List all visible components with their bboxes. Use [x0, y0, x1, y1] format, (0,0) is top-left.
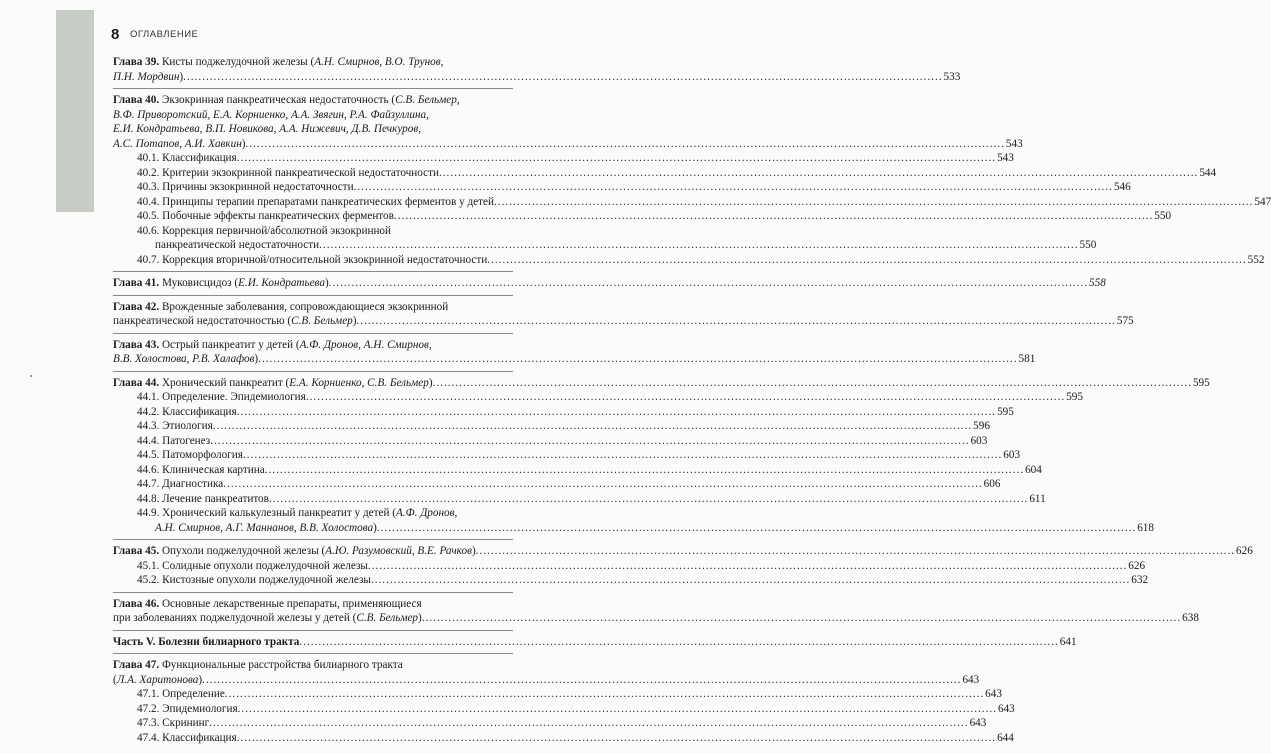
chapter-title-cont: при заболеваниях поджелудочной железы у детей (: [113, 612, 357, 624]
chapter-authors: Л.А. Харитонова: [116, 673, 199, 686]
section-title: 40.1. Классификация: [137, 152, 237, 164]
page-ref: 533: [943, 70, 961, 83]
page-ref: 543: [997, 152, 1014, 164]
section-title: 44.8. Лечение панкреатитов: [137, 492, 269, 505]
page-ref: 626: [1236, 545, 1253, 557]
paren: ): [324, 277, 329, 289]
page-ref: 638: [1182, 612, 1199, 624]
paren: ): [198, 673, 203, 686]
section-title: 40.2. Критерии экзокринной панкреатической недостаточности: [137, 166, 439, 179]
page-ref: 603: [970, 434, 988, 447]
toc-section[interactable]: [113, 209, 1172, 224]
chapter-title: Основные лекарственные препараты, применяющиеся: [161, 597, 422, 610]
chapter-title: Кисты поджелудочной железы (: [161, 56, 315, 68]
chapter-label: Глава 44.: [113, 376, 160, 389]
paren: (: [113, 673, 117, 686]
section-title: 44.6. Клиническая картина: [137, 463, 265, 476]
toc-section[interactable]: [113, 405, 1014, 420]
paren: ): [373, 521, 377, 534]
chapter-authors: В.Ф. Приворотский, Е.А. Корниенко, А.А. Звягин, Р.А. Файзуллина,: [113, 108, 429, 121]
section-title: 40.5. Побочные эффекты панкреатических ферментов: [137, 210, 394, 222]
toc-section[interactable]: [113, 731, 1014, 746]
page-ref: 644: [997, 731, 1014, 744]
chapter-authors: П.Н. Мордвин: [113, 70, 180, 83]
toc-chapter-39[interactable]: [113, 55, 961, 89]
toc-section[interactable]: [113, 434, 988, 449]
toc-chapter-41[interactable]: [113, 276, 1106, 296]
page-ref: 595: [1066, 391, 1083, 403]
chapter-authors: А.Н. Смирнов, В.О. Трунов,: [314, 56, 444, 68]
chapter-label: Глава 42.: [113, 300, 160, 313]
section-title: 45.2. Кистозные опухоли поджелудочной железы: [137, 574, 371, 586]
page-ref: 581: [1018, 353, 1036, 365]
section-title: 44.5. Патоморфология: [137, 449, 243, 461]
chapter-title: Муковисцидоз (: [161, 277, 239, 289]
chapter-label: Глава 45.: [113, 545, 160, 557]
paren: ): [241, 137, 246, 150]
page-ref: 550: [1079, 239, 1097, 251]
section-title-cont: панкреатической недостаточности: [155, 239, 320, 251]
section-title: 44.7. Диагностика: [137, 478, 224, 490]
print-speck: [30, 375, 32, 377]
toc-chapter-40[interactable]: [113, 93, 1271, 272]
toc-section[interactable]: [113, 463, 1042, 478]
page-ref: 641: [1059, 635, 1077, 648]
section-title: 40.4. Принципы терапии препаратами панкреатических ферментов у детей: [137, 195, 494, 208]
chapter-authors: Е.И. Кондратьева, В.П. Новикова, А.А. Нижевич, Д.В. Печкуров,: [113, 123, 421, 135]
chapter-label: Глава 47.: [113, 659, 160, 671]
toc-section[interactable]: [113, 151, 1014, 166]
chapter-authors: С.В. Бельмер: [356, 612, 419, 624]
toc-section[interactable]: [113, 390, 1083, 405]
page-ref: 603: [1003, 449, 1021, 461]
toc-chapter-47[interactable]: [113, 658, 1015, 749]
toc-section[interactable]: [113, 716, 987, 731]
toc-section[interactable]: [113, 180, 1131, 195]
page-ref: 550: [1154, 210, 1172, 222]
page-ref: 544: [1199, 166, 1217, 179]
chapter-title: Экзокринная панкреатическая недостаточность (: [161, 94, 396, 106]
chapter-authors: А.Ф. Дронов, А.Н. Смирнов,: [299, 338, 432, 351]
page-ref: 546: [1113, 181, 1131, 193]
chapter-authors: С.В. Бельмер,: [395, 94, 460, 106]
section-title: 47.2. Эпидемиология: [137, 702, 238, 715]
page-ref: 643: [985, 688, 1002, 700]
page-ref: 596: [973, 420, 990, 432]
section-title: 44.9. Хронический калькулезный панкреатит у детей (: [137, 507, 396, 519]
chapter-authors: А.Ю. Разумовский, В.Е. Рачков: [325, 545, 472, 557]
toc-section[interactable]: [113, 419, 990, 434]
section-title: 47.1. Определение: [137, 688, 225, 700]
toc-section[interactable]: [113, 195, 1271, 210]
page-ref: 575: [1116, 315, 1134, 327]
chapter-authors: С.В. Бельмер: [291, 315, 353, 327]
chapter-label: Глава 43.: [113, 338, 160, 351]
page-ref: 595: [1192, 376, 1210, 389]
chapter-title: Врожденные заболевания, сопровождающиеся экзокринной: [161, 300, 449, 313]
table-of-contents: [113, 55, 1271, 753]
paren: ): [254, 353, 259, 365]
section-title: 44.2. Классификация: [137, 405, 237, 418]
toc-section[interactable]: [113, 253, 1265, 268]
toc-section[interactable]: [113, 702, 1015, 717]
paren: ): [418, 612, 422, 624]
toc-section[interactable]: [113, 573, 1149, 588]
toc-chapter-44[interactable]: [113, 376, 1210, 541]
chapter-label: Глава 41.: [113, 277, 160, 289]
page-ref: 595: [997, 405, 1014, 418]
page-ref: 611: [1029, 492, 1046, 505]
page-ref: 626: [1128, 559, 1146, 572]
toc-section[interactable]: [113, 559, 1146, 574]
section-title: 40.3. Причины экзокринной недостаточности: [137, 181, 354, 193]
page-number: 8: [111, 26, 120, 43]
chapter-title: Острый панкреатит у детей (: [161, 338, 300, 351]
page-ref: 606: [983, 478, 1001, 490]
page-ref: 643: [997, 702, 1015, 715]
running-title: ОГЛАВЛЕНИЕ: [130, 29, 199, 40]
decorative-margin-bar: [56, 10, 94, 212]
section-title: 40.7. Коррекция вторичной/относительной экзокринной недостаточности: [137, 253, 488, 266]
page-ref: 552: [1247, 253, 1265, 266]
section-title: 44.1. Определение. Эпидемиология: [137, 391, 306, 403]
paren: ): [428, 376, 433, 389]
page-ref: 604: [1025, 463, 1042, 476]
toc-part-5[interactable]: [113, 635, 1077, 655]
section-title: 45.1. Солидные опухоли поджелудочной железы: [137, 559, 368, 572]
toc-section[interactable]: [113, 506, 513, 521]
part-title: Часть V. Болезни билиарного тракта: [113, 635, 300, 648]
section-title: 47.3. Скрининг: [137, 717, 210, 729]
section-title: 44.4. Патогенез: [137, 434, 211, 447]
section-title: 40.6. Коррекция первичной/абсолютной экзокринной: [137, 224, 392, 237]
toc-chapter-43[interactable]: [113, 338, 1036, 372]
section-title: 47.4. Классификация: [137, 731, 237, 744]
page-ref: 632: [1131, 574, 1149, 586]
chapter-authors: Е.А. Корниенко, С.В. Бельмер: [289, 376, 429, 389]
toc-section[interactable]: [113, 448, 1021, 463]
toc-section[interactable]: [113, 492, 1046, 507]
section-title: 44.3. Этиология: [137, 420, 213, 432]
chapter-title: Хронический панкреатит (: [161, 376, 290, 389]
page-ref: 643: [969, 717, 987, 729]
toc-section[interactable]: [113, 687, 1002, 702]
page-ref: 547: [1254, 195, 1271, 208]
chapter-authors: А.С. Потапов, А.И. Хавкин: [113, 137, 242, 150]
toc-section[interactable]: [113, 166, 1217, 181]
chapter-authors: Е.И. Кондратьева: [238, 277, 325, 289]
section-authors: А.Н. Смирнов, А.Г. Маннанов, В.В. Холостова: [155, 521, 374, 534]
page-ref: 643: [962, 673, 980, 686]
chapter-title: Функциональные расстройства билиарного тракта: [161, 659, 403, 671]
paren: ): [471, 545, 476, 557]
paren: ): [352, 315, 357, 327]
toc-section[interactable]: [113, 224, 513, 239]
toc-chapter-46[interactable]: [113, 597, 1199, 631]
section-authors: А.Ф. Дронов,: [395, 507, 458, 519]
chapter-label: Глава 40.: [113, 94, 160, 106]
toc-chapter-45[interactable]: [113, 544, 1253, 593]
toc-section[interactable]: [113, 477, 1001, 492]
chapter-title: Опухоли поджелудочной железы (: [161, 545, 326, 557]
paren: ): [179, 70, 184, 83]
page-ref: 558: [1089, 277, 1106, 289]
chapter-title-cont: панкреатической недостаточностью (: [113, 315, 292, 327]
chapter-authors: В.В. Холостова, Р.В. Халафов: [113, 353, 255, 365]
toc-chapter-42[interactable]: [113, 300, 1134, 334]
chapter-label: Глава 39.: [113, 56, 160, 68]
chapter-label: Глава 46.: [113, 597, 160, 610]
page-ref: 618: [1137, 521, 1154, 534]
page-ref: 543: [1005, 137, 1023, 150]
